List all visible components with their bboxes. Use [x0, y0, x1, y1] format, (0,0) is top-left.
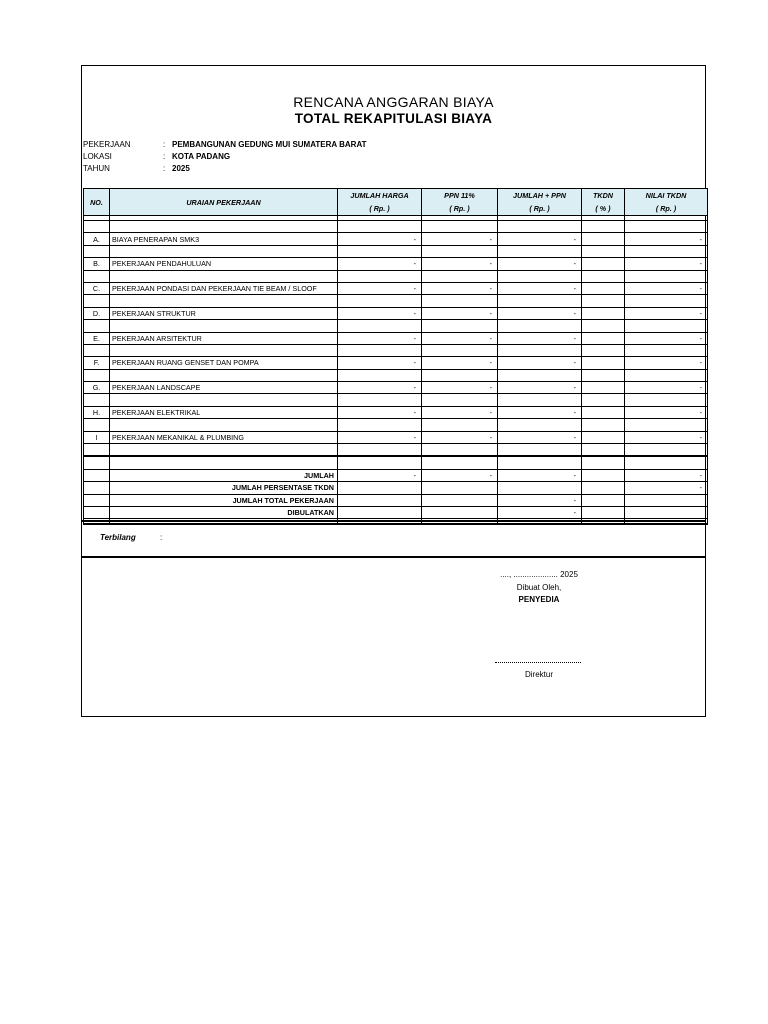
summary-label: JUMLAH PERSENTASE TKDN [110, 482, 338, 494]
row-jumlah-cell: - [498, 382, 582, 394]
empty-cell [110, 344, 338, 356]
empty-cell [582, 494, 625, 506]
terbilang-label: Terbilang [100, 533, 136, 542]
empty-cell [338, 320, 422, 332]
row-no-cell: A. [84, 233, 110, 245]
row-ppn-cell: - [422, 382, 498, 394]
table-row [84, 382, 708, 394]
row-tkdn-cell [582, 431, 625, 443]
empty-cell [582, 456, 625, 469]
row-uraian-cell: PEKERJAAN LANDSCAPE [110, 382, 338, 394]
row-harga-cell: - [338, 307, 422, 319]
empty-cell [422, 494, 498, 506]
empty-cell [110, 394, 338, 406]
row-uraian-cell: PEKERJAAN PENDAHULUAN [110, 258, 338, 270]
empty-cell [338, 444, 422, 457]
empty-cell [582, 482, 625, 494]
info-label: LOKASI [83, 152, 112, 161]
empty-cell [625, 221, 708, 233]
spacer-row [84, 456, 708, 469]
signature-line [495, 662, 581, 663]
table-row [84, 282, 708, 294]
empty-cell [422, 270, 498, 282]
empty-cell [84, 270, 110, 282]
row-tkdn-cell [582, 382, 625, 394]
table-row [84, 431, 708, 443]
row-nilai-cell: - [625, 307, 708, 319]
row-tkdn-cell [582, 332, 625, 344]
terbilang-colon: : [160, 533, 163, 542]
summary-harga: - [338, 469, 422, 481]
row-ppn-cell: - [422, 431, 498, 443]
table-row [84, 233, 708, 245]
header-unit: ( % ) [582, 202, 625, 216]
empty-cell [338, 270, 422, 282]
row-no-cell: F. [84, 357, 110, 369]
empty-cell [498, 394, 582, 406]
empty-cell [422, 369, 498, 381]
row-jumlah-cell: - [498, 332, 582, 344]
row-uraian-cell: PEKERJAAN MEKANIKAL & PLUMBING [110, 431, 338, 443]
row-jumlah-cell: - [498, 406, 582, 418]
table-row [84, 406, 708, 418]
empty-cell [625, 506, 708, 518]
row-tkdn-cell [582, 233, 625, 245]
header-nilai-tkdn: NILAI TKDN [625, 189, 708, 203]
row-tkdn-cell [582, 357, 625, 369]
row-tkdn-cell [582, 307, 625, 319]
table-row [84, 258, 708, 270]
empty-cell [625, 320, 708, 332]
table-body [84, 216, 708, 525]
empty-cell [625, 369, 708, 381]
row-jumlah-cell: - [498, 258, 582, 270]
empty-cell [338, 295, 422, 307]
signature-company: PENYEDIA [518, 595, 560, 604]
row-ppn-cell: - [422, 357, 498, 369]
empty-cell [582, 419, 625, 431]
empty-cell [498, 320, 582, 332]
row-uraian-cell: PEKERJAAN ELEKTRIKAL [110, 406, 338, 418]
row-nilai-cell: - [625, 431, 708, 443]
empty-cell [84, 221, 110, 233]
header-uraian: URAIAN PEKERJAAN [110, 189, 338, 216]
empty-cell [498, 270, 582, 282]
empty-cell [498, 245, 582, 257]
row-harga-cell: - [338, 282, 422, 294]
empty-cell [338, 419, 422, 431]
row-jumlah-cell: - [498, 307, 582, 319]
summary-jumlah: - [498, 494, 582, 506]
empty-cell [582, 506, 625, 518]
row-uraian-cell: PEKERJAAN ARSITEKTUR [110, 332, 338, 344]
empty-row [84, 394, 708, 406]
empty-cell [582, 320, 625, 332]
empty-cell [498, 444, 582, 457]
summary-row-jumlah [84, 469, 708, 481]
summary-nilai: - [625, 482, 708, 494]
empty-cell [582, 369, 625, 381]
signature-date: ...., .................... 2025 [500, 570, 578, 579]
info-label: TAHUN [83, 164, 110, 173]
summary-jumlah: - [498, 469, 582, 481]
header-unit: ( Rp. ) [422, 202, 498, 216]
empty-cell [84, 469, 110, 481]
empty-cell [625, 344, 708, 356]
header-jumlah-ppn: JUMLAH + PPN [498, 189, 582, 203]
empty-cell [110, 295, 338, 307]
empty-row [84, 444, 708, 457]
empty-cell [498, 419, 582, 431]
empty-cell [422, 344, 498, 356]
table-row [84, 307, 708, 319]
empty-cell [110, 270, 338, 282]
table-row [84, 332, 708, 344]
empty-cell [498, 482, 582, 494]
empty-row [84, 419, 708, 431]
row-ppn-cell: - [422, 282, 498, 294]
empty-cell [84, 506, 110, 518]
row-ppn-cell: - [422, 258, 498, 270]
empty-cell [84, 444, 110, 457]
document-title: RENCANA ANGGARAN BIAYA [293, 94, 494, 110]
info-value: PEMBANGUNAN GEDUNG MUI SUMATERA BARAT [172, 140, 367, 149]
empty-row [84, 295, 708, 307]
empty-cell [422, 295, 498, 307]
empty-cell [338, 344, 422, 356]
row-no-cell: D. [84, 307, 110, 319]
summary-label: JUMLAH [110, 469, 338, 481]
signature-made-by: Dibuat Oleh, [516, 583, 562, 592]
empty-cell [338, 494, 422, 506]
header-tkdn: TKDN [582, 189, 625, 203]
empty-cell [582, 444, 625, 457]
empty-cell [422, 506, 498, 518]
row-nilai-cell: - [625, 357, 708, 369]
empty-cell [625, 245, 708, 257]
row-nilai-cell: - [625, 332, 708, 344]
row-ppn-cell: - [422, 332, 498, 344]
empty-cell [582, 344, 625, 356]
empty-cell [338, 482, 422, 494]
empty-cell [422, 482, 498, 494]
row-tkdn-cell [582, 258, 625, 270]
table-row [84, 357, 708, 369]
info-label: PEKERJAAN [83, 140, 131, 149]
empty-row [84, 320, 708, 332]
empty-row [84, 221, 708, 233]
summary-nilai: - [625, 469, 708, 481]
empty-cell [338, 456, 422, 469]
empty-cell [498, 369, 582, 381]
header-unit: ( Rp. ) [625, 202, 708, 216]
empty-cell [338, 506, 422, 518]
row-no-cell: I [84, 431, 110, 443]
row-uraian-cell: PEKERJAAN PONDASI DAN PEKERJAAN TIE BEAM / SLOOF [110, 282, 338, 294]
recap-table [83, 188, 708, 525]
row-uraian-cell: PEKERJAAN RUANG GENSET DAN POMPA [110, 357, 338, 369]
summary-ppn: - [422, 469, 498, 481]
row-ppn-cell: - [422, 233, 498, 245]
row-harga-cell: - [338, 332, 422, 344]
empty-cell [84, 419, 110, 431]
empty-cell [338, 221, 422, 233]
empty-cell [582, 469, 625, 481]
header-ppn: PPN 11% [422, 189, 498, 203]
divider [82, 556, 705, 558]
empty-cell [84, 456, 110, 469]
row-nilai-cell: - [625, 406, 708, 418]
empty-cell [422, 221, 498, 233]
empty-cell [84, 494, 110, 506]
divider [82, 520, 705, 522]
signature-position: Direktur [524, 670, 553, 679]
row-no-cell: B. [84, 258, 110, 270]
empty-cell [625, 494, 708, 506]
empty-cell [625, 295, 708, 307]
empty-cell [84, 369, 110, 381]
empty-row [84, 344, 708, 356]
empty-cell [110, 320, 338, 332]
info-value: KOTA PADANG [172, 152, 231, 161]
row-harga-cell: - [338, 258, 422, 270]
row-no-cell: C. [84, 282, 110, 294]
empty-row [84, 245, 708, 257]
row-harga-cell: - [338, 382, 422, 394]
empty-cell [582, 270, 625, 282]
empty-row [84, 270, 708, 282]
empty-cell [582, 394, 625, 406]
empty-cell [84, 245, 110, 257]
empty-cell [422, 320, 498, 332]
info-value: 2025 [172, 164, 190, 173]
empty-cell [625, 456, 708, 469]
document-frame [81, 65, 706, 717]
empty-cell [338, 245, 422, 257]
row-tkdn-cell [582, 406, 625, 418]
info-colon: : [163, 164, 166, 173]
empty-cell [84, 320, 110, 332]
row-nilai-cell: - [625, 258, 708, 270]
summary-row-dibulatkan [84, 506, 708, 518]
empty-cell [84, 394, 110, 406]
empty-cell [110, 221, 338, 233]
row-no-cell: G. [84, 382, 110, 394]
summary-label: DIBULATKAN [110, 506, 338, 518]
empty-cell [498, 344, 582, 356]
info-colon: : [163, 152, 166, 161]
row-uraian-cell: BIAYA PENERAPAN SMK3 [110, 233, 338, 245]
empty-cell [625, 419, 708, 431]
row-jumlah-cell: - [498, 357, 582, 369]
empty-cell [338, 369, 422, 381]
empty-cell [110, 444, 338, 457]
row-harga-cell: - [338, 233, 422, 245]
empty-row [84, 369, 708, 381]
empty-cell [110, 369, 338, 381]
empty-cell [84, 295, 110, 307]
empty-cell [84, 482, 110, 494]
empty-cell [498, 456, 582, 469]
empty-cell [422, 456, 498, 469]
row-jumlah-cell: - [498, 233, 582, 245]
row-jumlah-cell: - [498, 431, 582, 443]
row-uraian-cell: PEKERJAAN STRUKTUR [110, 307, 338, 319]
row-nilai-cell: - [625, 233, 708, 245]
summary-row-total [84, 494, 708, 506]
document-subtitle: TOTAL REKAPITULASI BIAYA [294, 111, 493, 126]
empty-cell [422, 444, 498, 457]
empty-cell [582, 295, 625, 307]
empty-cell [422, 245, 498, 257]
row-jumlah-cell: - [498, 282, 582, 294]
empty-cell [625, 444, 708, 457]
header-no: NO. [84, 189, 110, 216]
row-harga-cell: - [338, 431, 422, 443]
header-unit: ( Rp. ) [338, 202, 422, 216]
row-harga-cell: - [338, 357, 422, 369]
empty-cell [498, 221, 582, 233]
empty-cell [582, 221, 625, 233]
header-unit: ( Rp. ) [498, 202, 582, 216]
row-harga-cell: - [338, 406, 422, 418]
empty-cell [625, 270, 708, 282]
row-nilai-cell: - [625, 282, 708, 294]
header-jumlah-harga: JUMLAH HARGA [338, 189, 422, 203]
row-no-cell: E. [84, 332, 110, 344]
empty-cell [110, 245, 338, 257]
table-header-row [84, 189, 708, 203]
row-ppn-cell: - [422, 406, 498, 418]
empty-cell [110, 419, 338, 431]
empty-cell [338, 394, 422, 406]
row-nilai-cell: - [625, 382, 708, 394]
info-colon: : [163, 140, 166, 149]
empty-cell [422, 419, 498, 431]
empty-cell [422, 394, 498, 406]
empty-cell [582, 245, 625, 257]
row-ppn-cell: - [422, 307, 498, 319]
summary-label: JUMLAH TOTAL PEKERJAAN [110, 494, 338, 506]
summary-jumlah: - [498, 506, 582, 518]
summary-row-persentase [84, 482, 708, 494]
empty-cell [498, 295, 582, 307]
row-tkdn-cell [582, 282, 625, 294]
empty-cell [110, 456, 338, 469]
row-no-cell: H. [84, 406, 110, 418]
empty-cell [84, 344, 110, 356]
empty-cell [625, 394, 708, 406]
